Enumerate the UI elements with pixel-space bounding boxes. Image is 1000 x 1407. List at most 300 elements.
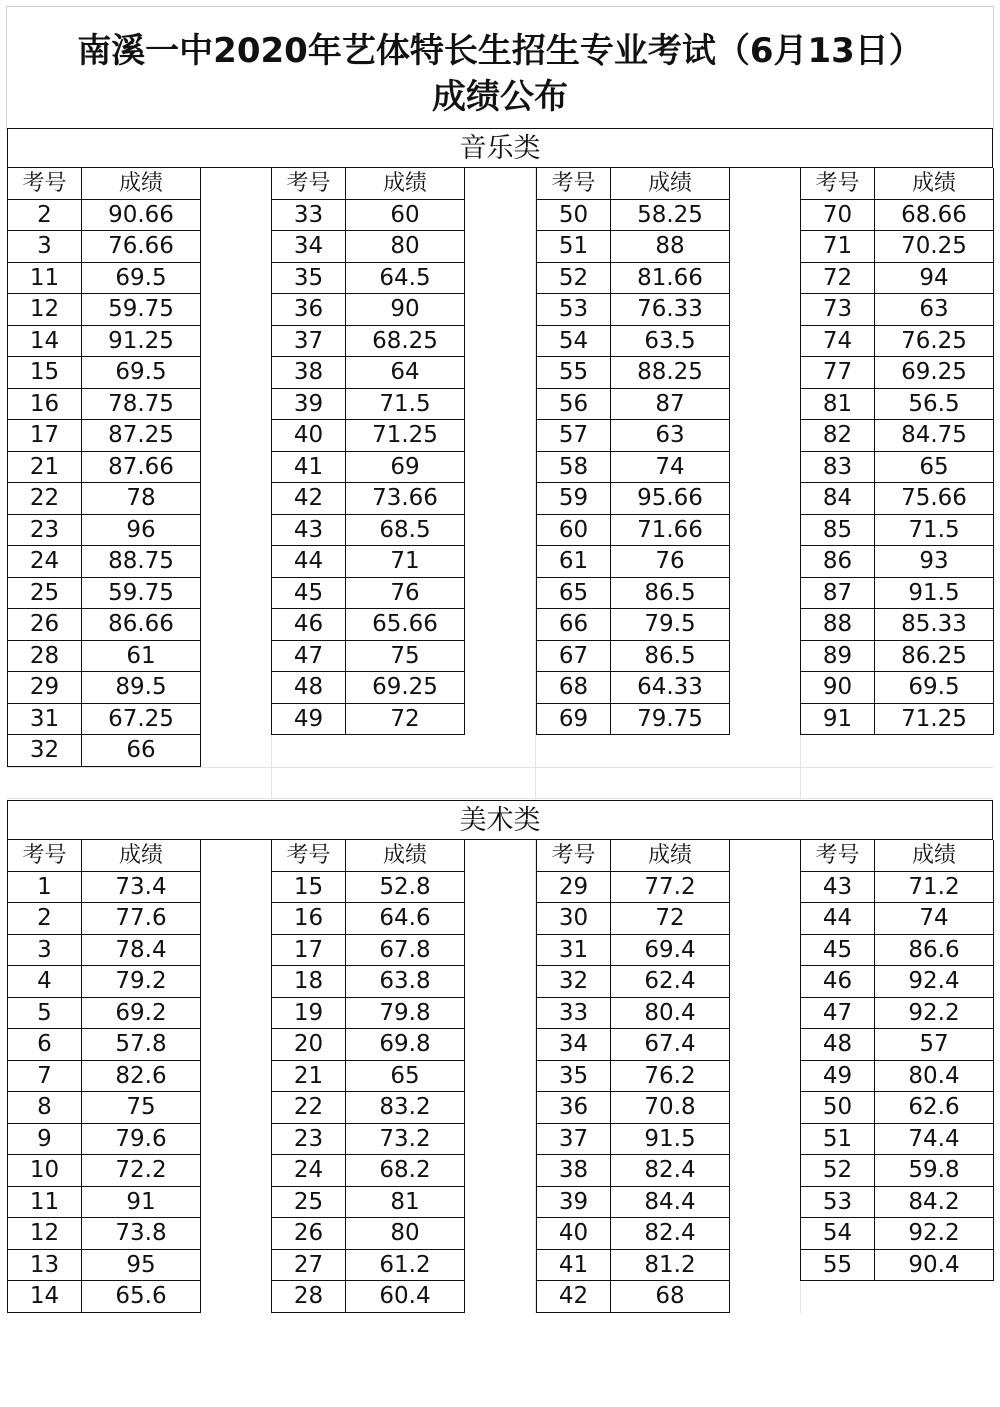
table-row	[7, 903, 271, 935]
exam-number: 52	[536, 263, 611, 295]
table-row	[7, 1250, 271, 1282]
exam-number: 26	[271, 1218, 346, 1250]
exam-number: 32	[7, 735, 82, 767]
exam-number: 65	[536, 578, 611, 610]
table-row	[7, 704, 271, 736]
score-value: 74	[611, 452, 730, 484]
exam-number: 47	[800, 998, 875, 1030]
exam-number: 26	[7, 609, 82, 641]
score-value: 88	[611, 231, 730, 263]
table-row	[271, 704, 535, 736]
table-row	[271, 1218, 535, 1250]
score-value: 75.66	[875, 483, 994, 515]
page-title: 南溪一中2020年艺体特长生招生专业考试（6月13日）	[77, 31, 923, 71]
header-id: 考号	[800, 168, 875, 200]
score-value: 82.4	[611, 1218, 730, 1250]
header-score: 成绩	[346, 168, 465, 200]
table-row	[536, 641, 800, 673]
exam-number: 9	[7, 1124, 82, 1156]
table-row	[800, 935, 1000, 967]
title-box	[6, 6, 994, 129]
score-value: 66	[82, 735, 201, 767]
exam-number: 44	[271, 546, 346, 578]
table-row	[536, 326, 800, 358]
table-row	[800, 389, 1000, 421]
exam-number: 15	[7, 357, 82, 389]
score-value: 73.4	[82, 872, 201, 904]
exam-number: 2	[7, 903, 82, 935]
table-row	[800, 1218, 1000, 1250]
exam-number: 38	[271, 357, 346, 389]
exam-number: 20	[271, 1029, 346, 1061]
exam-number: 82	[800, 420, 875, 452]
exam-number: 54	[536, 326, 611, 358]
exam-number: 42	[536, 1281, 611, 1313]
table-row	[7, 483, 271, 515]
exam-number: 13	[7, 1250, 82, 1282]
table-row	[7, 546, 271, 578]
score-value: 91.5	[875, 578, 994, 610]
table-row	[800, 452, 1000, 484]
table-row	[271, 578, 535, 610]
table-row	[800, 294, 1000, 326]
table-row	[536, 1187, 800, 1219]
header-row	[536, 168, 800, 200]
score-value: 67.4	[611, 1029, 730, 1061]
exam-number: 38	[536, 1155, 611, 1187]
score-value: 71.5	[346, 389, 465, 421]
score-value: 63	[611, 420, 730, 452]
table-row	[800, 1061, 1000, 1093]
score-value: 79.5	[611, 609, 730, 641]
exam-number: 12	[7, 294, 82, 326]
score-value: 67.25	[82, 704, 201, 736]
exam-number: 77	[800, 357, 875, 389]
table-row	[271, 1092, 535, 1124]
exam-number: 12	[7, 1218, 82, 1250]
exam-number: 21	[7, 452, 82, 484]
exam-number: 11	[7, 1187, 82, 1219]
exam-number: 40	[536, 1218, 611, 1250]
table-row	[536, 672, 800, 704]
score-value: 71.5	[875, 515, 994, 547]
score-value: 84.75	[875, 420, 994, 452]
score-value: 90.4	[875, 1250, 994, 1282]
table-row	[271, 1124, 535, 1156]
table-row	[7, 1029, 271, 1061]
score-value: 82.4	[611, 1155, 730, 1187]
exam-number: 54	[800, 1218, 875, 1250]
score-value: 68.5	[346, 515, 465, 547]
table-row	[536, 872, 800, 904]
exam-number: 7	[7, 1061, 82, 1093]
table-row	[800, 966, 1000, 998]
table-row	[7, 735, 271, 767]
score-value: 87.66	[82, 452, 201, 484]
table-row	[7, 420, 271, 452]
table-row	[536, 1281, 800, 1313]
exam-number: 57	[536, 420, 611, 452]
table-row	[536, 200, 800, 232]
score-value: 79.6	[82, 1124, 201, 1156]
header-score: 成绩	[875, 168, 994, 200]
exam-number: 71	[800, 231, 875, 263]
table-row	[7, 294, 271, 326]
score-value: 61	[82, 641, 201, 673]
table-row	[271, 294, 535, 326]
table-row	[271, 263, 535, 295]
score-value: 69	[346, 452, 465, 484]
table-row	[7, 1061, 271, 1093]
table-row	[7, 1124, 271, 1156]
exam-number: 70	[800, 200, 875, 232]
exam-number: 31	[536, 935, 611, 967]
exam-number: 34	[271, 231, 346, 263]
score-value: 71.25	[875, 704, 994, 736]
table-row	[271, 903, 535, 935]
score-value: 88.75	[82, 546, 201, 578]
score-value: 76.2	[611, 1061, 730, 1093]
exam-number: 35	[271, 263, 346, 295]
exam-number: 45	[800, 935, 875, 967]
table-row	[800, 1250, 1000, 1282]
header-row	[271, 168, 535, 200]
exam-number: 1	[7, 872, 82, 904]
score-value: 74	[875, 903, 994, 935]
table-row	[536, 966, 800, 998]
exam-number: 3	[7, 935, 82, 967]
table-row	[800, 704, 1000, 736]
header-score: 成绩	[875, 840, 994, 872]
table-row	[800, 998, 1000, 1030]
table-row	[800, 546, 1000, 578]
table-row	[536, 263, 800, 295]
table-row	[7, 389, 271, 421]
score-value: 71.66	[611, 515, 730, 547]
table-row	[7, 326, 271, 358]
score-value: 72	[346, 704, 465, 736]
score-value: 78	[82, 483, 201, 515]
score-value: 73.66	[346, 483, 465, 515]
score-value: 65.66	[346, 609, 465, 641]
exam-number: 36	[271, 294, 346, 326]
score-value: 74.4	[875, 1124, 994, 1156]
score-value: 69.25	[875, 357, 994, 389]
header-id: 考号	[271, 168, 346, 200]
header-score: 成绩	[346, 840, 465, 872]
exam-number: 55	[536, 357, 611, 389]
score-value: 86.25	[875, 641, 994, 673]
table-row	[800, 231, 1000, 263]
exam-number: 5	[7, 998, 82, 1030]
exam-number: 2	[7, 200, 82, 232]
exam-number: 29	[7, 672, 82, 704]
exam-number: 89	[800, 641, 875, 673]
table-row	[536, 357, 800, 389]
exam-number: 43	[271, 515, 346, 547]
score-value: 62.6	[875, 1092, 994, 1124]
score-value: 76.33	[611, 294, 730, 326]
score-value: 78.75	[82, 389, 201, 421]
table-row	[536, 1218, 800, 1250]
score-value: 70.25	[875, 231, 994, 263]
score-value: 92.4	[875, 966, 994, 998]
exam-number: 51	[536, 231, 611, 263]
score-value: 69.2	[82, 998, 201, 1030]
score-value: 68.25	[346, 326, 465, 358]
score-value: 84.4	[611, 1187, 730, 1219]
score-value: 67.8	[346, 935, 465, 967]
table-row	[536, 1124, 800, 1156]
exam-number: 34	[536, 1029, 611, 1061]
score-value: 62.4	[611, 966, 730, 998]
score-value: 64.33	[611, 672, 730, 704]
score-value: 76	[611, 546, 730, 578]
table-row	[536, 1092, 800, 1124]
table-row	[536, 609, 800, 641]
exam-number: 25	[271, 1187, 346, 1219]
table-row	[7, 200, 271, 232]
table-row	[800, 578, 1000, 610]
header-row	[800, 168, 1000, 200]
table-row	[536, 420, 800, 452]
score-value: 68	[611, 1281, 730, 1313]
exam-number: 31	[7, 704, 82, 736]
exam-number: 60	[536, 515, 611, 547]
grid-line	[7, 798, 993, 799]
table-row	[536, 1029, 800, 1061]
table-row	[271, 1250, 535, 1282]
header-row	[7, 840, 271, 872]
exam-number: 23	[271, 1124, 346, 1156]
exam-number: 49	[800, 1061, 875, 1093]
score-value: 86.5	[611, 578, 730, 610]
score-value: 59.75	[82, 294, 201, 326]
score-value: 73.8	[82, 1218, 201, 1250]
exam-number: 81	[800, 389, 875, 421]
exam-number: 10	[7, 1155, 82, 1187]
score-value: 86.66	[82, 609, 201, 641]
score-value: 58.25	[611, 200, 730, 232]
score-value: 61.2	[346, 1250, 465, 1282]
exam-number: 48	[800, 1029, 875, 1061]
header-score: 成绩	[611, 168, 730, 200]
exam-number: 53	[800, 1187, 875, 1219]
table-row	[7, 672, 271, 704]
score-value: 88.25	[611, 357, 730, 389]
exam-number: 67	[536, 641, 611, 673]
score-value: 79.8	[346, 998, 465, 1030]
table-row	[800, 903, 1000, 935]
exam-number: 53	[536, 294, 611, 326]
score-value: 75	[346, 641, 465, 673]
score-value: 81	[346, 1187, 465, 1219]
score-value: 78.4	[82, 935, 201, 967]
exam-number: 47	[271, 641, 346, 673]
score-value: 52.8	[346, 872, 465, 904]
score-value: 80	[346, 231, 465, 263]
exam-number: 59	[536, 483, 611, 515]
score-value: 91	[82, 1187, 201, 1219]
section-title: 美术类	[7, 800, 993, 840]
score-value: 95	[82, 1250, 201, 1282]
exam-number: 90	[800, 672, 875, 704]
table-row	[7, 998, 271, 1030]
exam-number: 86	[800, 546, 875, 578]
table-row	[7, 357, 271, 389]
exam-number: 45	[271, 578, 346, 610]
header-row	[800, 840, 1000, 872]
score-value: 69.4	[611, 935, 730, 967]
exam-number: 74	[800, 326, 875, 358]
table-row	[271, 609, 535, 641]
score-value: 79.75	[611, 704, 730, 736]
table-row	[536, 998, 800, 1030]
score-value: 82.6	[82, 1061, 201, 1093]
score-value: 76.66	[82, 231, 201, 263]
exam-number: 17	[7, 420, 82, 452]
score-value: 59.8	[875, 1155, 994, 1187]
exam-number: 84	[800, 483, 875, 515]
table-row	[7, 872, 271, 904]
exam-number: 51	[800, 1124, 875, 1156]
table-row	[271, 1155, 535, 1187]
exam-number: 16	[7, 389, 82, 421]
score-value: 77.6	[82, 903, 201, 935]
exam-number: 30	[536, 903, 611, 935]
exam-number: 83	[800, 452, 875, 484]
exam-number: 37	[271, 326, 346, 358]
table-row	[7, 231, 271, 263]
score-value: 89.5	[82, 672, 201, 704]
exam-number: 29	[536, 872, 611, 904]
table-row	[800, 200, 1000, 232]
table-row	[7, 1187, 271, 1219]
exam-number: 27	[271, 1250, 346, 1282]
score-value: 57.8	[82, 1029, 201, 1061]
table-row	[800, 1124, 1000, 1156]
table-row	[7, 1218, 271, 1250]
score-value: 64.6	[346, 903, 465, 935]
score-value: 86.6	[875, 935, 994, 967]
score-value: 81.2	[611, 1250, 730, 1282]
header-id: 考号	[7, 168, 82, 200]
score-value: 71.25	[346, 420, 465, 452]
table-row	[271, 1061, 535, 1093]
table-row	[536, 515, 800, 547]
table-row	[271, 515, 535, 547]
table-row	[271, 935, 535, 967]
exam-number: 37	[536, 1124, 611, 1156]
score-value: 60.4	[346, 1281, 465, 1313]
exam-number: 42	[271, 483, 346, 515]
table-row	[271, 1281, 535, 1313]
score-value: 69.5	[82, 263, 201, 295]
score-value: 94	[875, 263, 994, 295]
score-value: 65.6	[82, 1281, 201, 1313]
exam-number: 33	[536, 998, 611, 1030]
table-row	[800, 483, 1000, 515]
table-row	[271, 998, 535, 1030]
exam-number: 33	[271, 200, 346, 232]
score-value: 68.66	[875, 200, 994, 232]
header-id: 考号	[536, 168, 611, 200]
exam-number: 85	[800, 515, 875, 547]
exam-number: 22	[271, 1092, 346, 1124]
score-value: 87.25	[82, 420, 201, 452]
table-row	[7, 1281, 271, 1313]
table-row	[536, 903, 800, 935]
score-value: 70.8	[611, 1092, 730, 1124]
exam-number: 22	[7, 483, 82, 515]
exam-number: 72	[800, 263, 875, 295]
exam-number: 28	[7, 641, 82, 673]
table-row	[800, 1092, 1000, 1124]
score-value: 60	[346, 200, 465, 232]
score-value: 69.5	[875, 672, 994, 704]
score-value: 64.5	[346, 263, 465, 295]
exam-number: 50	[800, 1092, 875, 1124]
table-row	[800, 326, 1000, 358]
exam-number: 17	[271, 935, 346, 967]
score-value: 84.2	[875, 1187, 994, 1219]
score-value: 93	[875, 546, 994, 578]
table-row	[7, 935, 271, 967]
exam-number: 18	[271, 966, 346, 998]
table-row	[800, 641, 1000, 673]
exam-number: 48	[271, 672, 346, 704]
table-row	[536, 1155, 800, 1187]
score-value: 69.25	[346, 672, 465, 704]
table-row	[7, 966, 271, 998]
exam-number: 44	[800, 903, 875, 935]
header-row	[271, 840, 535, 872]
table-row	[271, 200, 535, 232]
score-value: 75	[82, 1092, 201, 1124]
exam-number: 28	[271, 1281, 346, 1313]
exam-number: 68	[536, 672, 611, 704]
table-row	[7, 641, 271, 673]
score-value: 92.2	[875, 998, 994, 1030]
table-row	[271, 641, 535, 673]
exam-number: 58	[536, 452, 611, 484]
table-row	[271, 231, 535, 263]
score-value: 65	[875, 452, 994, 484]
table-row	[800, 1029, 1000, 1061]
exam-number: 66	[536, 609, 611, 641]
exam-number: 46	[271, 609, 346, 641]
exam-number: 88	[800, 609, 875, 641]
score-value: 65	[346, 1061, 465, 1093]
table-row	[800, 609, 1000, 641]
score-value: 80.4	[611, 998, 730, 1030]
table-row	[536, 389, 800, 421]
score-value: 91.5	[611, 1124, 730, 1156]
exam-number: 52	[800, 1155, 875, 1187]
score-value: 95.66	[611, 483, 730, 515]
score-value: 90.66	[82, 200, 201, 232]
exam-number: 39	[536, 1187, 611, 1219]
header-score: 成绩	[82, 168, 201, 200]
exam-number: 46	[800, 966, 875, 998]
table-row	[536, 704, 800, 736]
table-row	[271, 1029, 535, 1061]
table-row	[536, 294, 800, 326]
score-value: 86.5	[611, 641, 730, 673]
table-row	[536, 1061, 800, 1093]
header-row	[7, 168, 271, 200]
exam-number: 4	[7, 966, 82, 998]
